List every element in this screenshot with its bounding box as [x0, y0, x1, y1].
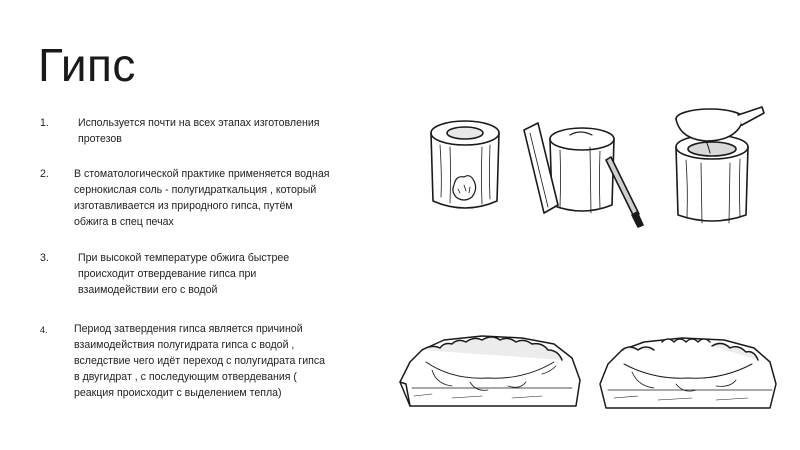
list-number: 4.: [40, 325, 48, 335]
dental-plaster-model-drawings: [392, 322, 787, 417]
plaster-cylinder-3: [676, 107, 764, 223]
list-number: 3.: [40, 252, 49, 264]
slide-title: Гипс: [38, 39, 136, 91]
plaster-cylinder-1: [431, 121, 499, 208]
list-text: Используется почти на всех этапах изготовления протезов: [78, 117, 320, 145]
list-number: 2.: [40, 168, 49, 180]
plaster-cylinder-drawings: [420, 105, 765, 230]
plaster-cylinder-illustration: [420, 105, 765, 230]
list-text: В стоматологической практике применяется водная сернокислая соль - полугидраткальция , который изготавливается из природного гипса, путём обжига в спец печах: [74, 168, 330, 228]
dental-model-right: [600, 338, 776, 408]
dental-model-left: [400, 336, 580, 406]
list-text: Период затвердения гипса является причиной взаимодействия полугидрата гипса с водой , вследствие чего идёт переход с полугидрата гипса в двугидрат , с последующим отвердевания ( реакция происходит с выделением тепла): [74, 323, 326, 399]
plaster-cylinder-2: [524, 123, 643, 227]
list-text: При высокой температуре обжига быстрее происходит отвердевание гипса при взаимодействии его с водой: [78, 252, 290, 296]
dental-model-illustration: [392, 322, 787, 417]
list-number: 1.: [40, 117, 49, 129]
